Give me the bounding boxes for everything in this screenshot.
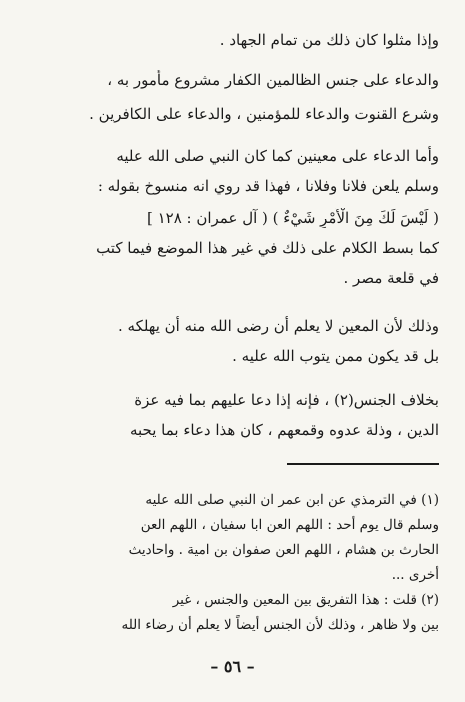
- text-line: بل قد يكون ممن يتوب الله عليه .: [232, 347, 439, 365]
- footnote-separator: [287, 463, 439, 465]
- footnote-line: أخرى ...: [391, 567, 439, 583]
- text-line: وإذا مثلوا كان ذلك من تمام الجهاد .: [219, 31, 439, 49]
- footnote-line: بين ولا ظاهر ، وذلك لأن الجنس أيضاً لا يعلم أن رضاء الله: [121, 617, 439, 633]
- text-line: في قلعة مصر .: [343, 269, 439, 287]
- footnote-line: (١) في الترمذي عن ابن عمر ان النبي صلى الله عليه: [145, 492, 439, 508]
- quran-verse-line: ( لَيْسَ لَكَ مِنَ الْأَمْرِ شَيْءٌ ) ( آل عمران : ١٢٨ ]: [146, 209, 439, 227]
- footnote-line: الحارث بن هشام ، اللهم العن صفوان بن امية . واحاديث: [128, 542, 439, 558]
- text-line: بخلاف الجنس(٢) ، فإنه إذا دعا عليهم بما فيه عزة: [134, 391, 439, 409]
- text-line: وسلم يلعن فلانا وفلانا ، فهذا قد روي انه منسوخ بقوله :: [97, 177, 439, 195]
- text-line: وأما الدعاء على معينين كما كان النبي صلى الله عليه: [116, 147, 439, 165]
- text-line: وشرع القنوت والدعاء للمؤمنين ، والدعاء على الكافرين .: [89, 105, 439, 123]
- text-line: كما بسط الكلام على ذلك في غير هذا الموضع فيما كتب: [96, 239, 439, 257]
- footnote-line: وسلم قال يوم أحد : اللهم العن ابا سفيان ، اللهم العن: [140, 517, 439, 533]
- text-line: الدين ، وذلة عدوه وقمعهم ، كان هذا دعاء بما يحبه: [129, 421, 439, 439]
- text-line: والدعاء على جنس الظالمين الكفار مشروع مأمور به ،: [107, 71, 439, 89]
- page-number: – ٥٦ –: [210, 657, 255, 676]
- text-line: وذلك لأن المعين لا يعلم أن رضى الله منه أن يهلكه .: [117, 317, 439, 335]
- footnote-line: (٢) قلت : هذا التفريق بين المعين والجنس ، غير: [172, 592, 439, 608]
